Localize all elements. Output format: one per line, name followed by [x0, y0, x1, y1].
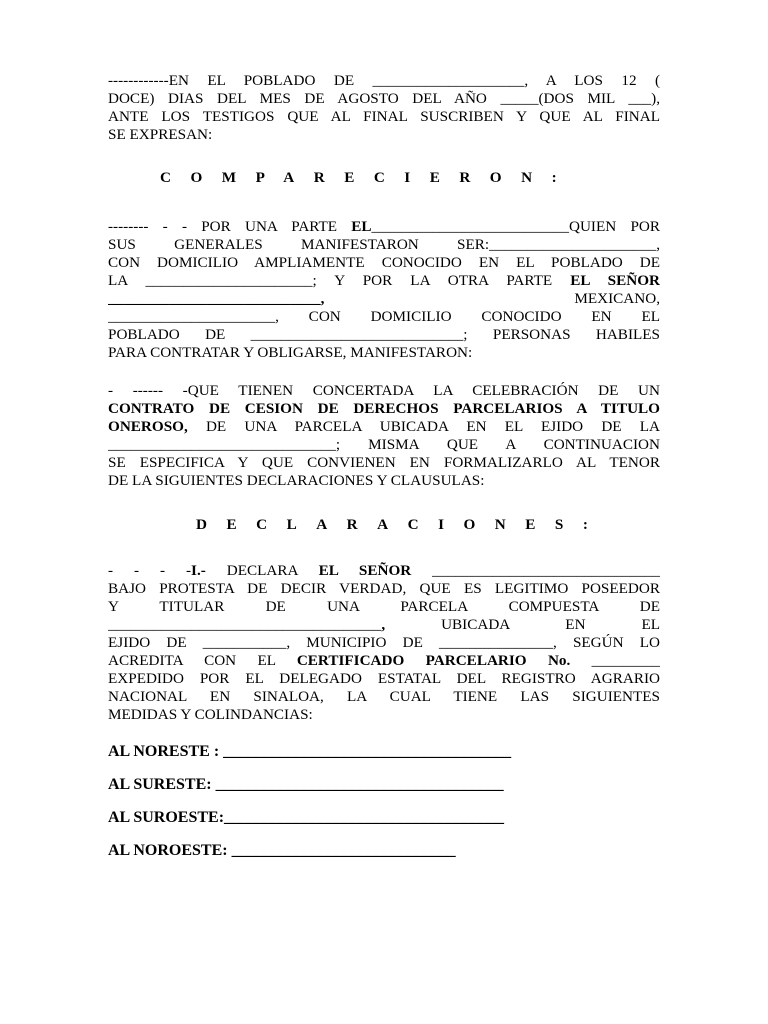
text-segment: __________________________QUIEN POR [371, 218, 660, 235]
bold-text: CERTIFICADO PARCELARIO No. [296, 652, 571, 669]
paragraph-declaration-line: BAJO PROTESTA DE DECIR VERDAD, QUE ES LEGITIMO POSEEDOR [108, 580, 660, 597]
boundary-northwest: AL NOROESTE: ____________________________ [108, 842, 456, 859]
text-segment: ACREDITA CON EL [108, 652, 297, 669]
bold-text: I.- [191, 562, 206, 579]
text-segment: UBICADA EN EL [385, 616, 660, 633]
boundary-northeast: AL NORESTE : ____________________________________ [108, 743, 512, 760]
paragraph-declaration-line: MEDIDAS Y COLINDANCIAS: [108, 706, 313, 723]
boundary-southwest: AL SUROESTE:___________________________________ [108, 809, 505, 826]
paragraph-parties-line: ______________________, CON DOMICILIO CONOCIDO EN EL [108, 308, 660, 325]
paragraph-parties-line: POBLADO DE ____________________________; PERSONAS HABILES [108, 326, 660, 343]
paragraph-contract-line [108, 400, 660, 418]
text-segment: DE UNA PARCELA UBICADA EN EL EJIDO DE LA [187, 418, 660, 435]
bold-text: EL SEÑOR [570, 272, 660, 289]
text-segment: -------- - - POR UNA PARTE [108, 218, 352, 235]
text-segment: - - - - [108, 562, 192, 579]
text-segment: LA ______________________; Y POR LA OTRA PARTE [108, 272, 571, 289]
paragraph-intro-line: SE EXPRESAN: [108, 126, 213, 143]
paragraph-contract-line: - ------ -QUE TIENEN CONCERTADA LA CELEBRACIÓN DE UN [108, 382, 660, 399]
text-segment: DECLARA [205, 562, 319, 579]
bold-text: ____________________________, [108, 290, 325, 307]
paragraph-declaration-line: NACIONAL EN SINALOA, LA CUAL TIENE LAS SIGUIENTES [108, 688, 660, 705]
paragraph-declaration-line: EXPEDIDO POR EL DELEGADO ESTATAL DEL REGISTRO AGRARIO [108, 670, 660, 687]
paragraph-declaration-line: Y TITULAR DE UNA PARCELA COMPUESTA DE [108, 598, 660, 615]
paragraph-declaration-line: EJIDO DE ___________, MUNICIPIO DE _______________, SEGÚN LO [108, 634, 660, 651]
text-segment: ____________________________________ [108, 616, 382, 633]
paragraph-parties-line: CON DOMICILIO AMPLIAMENTE CONOCIDO EN EL POBLADO DE [108, 254, 660, 271]
bold-text: EL [351, 218, 372, 235]
text-segment: ______________________________ [411, 562, 660, 579]
heading-comparecieron: COMPARECIERON: [160, 169, 577, 186]
paragraph-contract-line: DE LA SIGUIENTES DECLARACIONES Y CLAUSULAS: [108, 472, 485, 489]
paragraph-intro-line: DOCE) DIAS DEL MES DE AGOSTO DEL AÑO _____(DOS MIL ___), [108, 90, 660, 107]
paragraph-declaration-line [108, 616, 660, 634]
boundary-southeast: AL SURESTE: ____________________________________ [108, 776, 504, 793]
paragraph-intro-line: ------------EN EL POBLADO DE ____________________, A LOS 12 ( [108, 72, 660, 89]
bold-text: EL SEÑOR [318, 562, 412, 579]
paragraph-declaration-line [108, 652, 660, 670]
paragraph-declaration-line [108, 562, 660, 580]
text-segment: _________ [570, 652, 660, 669]
paragraph-parties-line [108, 290, 660, 308]
paragraph-contract-line: SE ESPECIFICA Y QUE CONVIENEN EN FORMALIZARLO AL TENOR [108, 454, 660, 471]
paragraph-parties-line: SUS GENERALES MANIFESTARON SER:______________________, [108, 236, 660, 253]
paragraph-parties-line [108, 218, 660, 236]
paragraph-parties-line [108, 272, 660, 290]
paragraph-intro-line: ANTE LOS TESTIGOS QUE AL FINAL SUSCRIBEN Y QUE AL FINAL [108, 108, 660, 125]
bold-text: CONTRATO DE CESION DE DERECHOS PARCELARIOS A TITULO [108, 400, 660, 417]
bold-text: ONEROSO, [108, 418, 188, 435]
bold-text: , [381, 616, 386, 633]
paragraph-contract-line [108, 418, 660, 436]
paragraph-contract-line: ______________________________; MISMA QUE A CONTINUACION [108, 436, 660, 453]
text-segment: MEXICANO, [574, 290, 660, 307]
heading-declaraciones: DECLARACIONES: [196, 516, 608, 533]
paragraph-parties-line: PARA CONTRATAR Y OBLIGARSE, MANIFESTARON: [108, 344, 473, 361]
